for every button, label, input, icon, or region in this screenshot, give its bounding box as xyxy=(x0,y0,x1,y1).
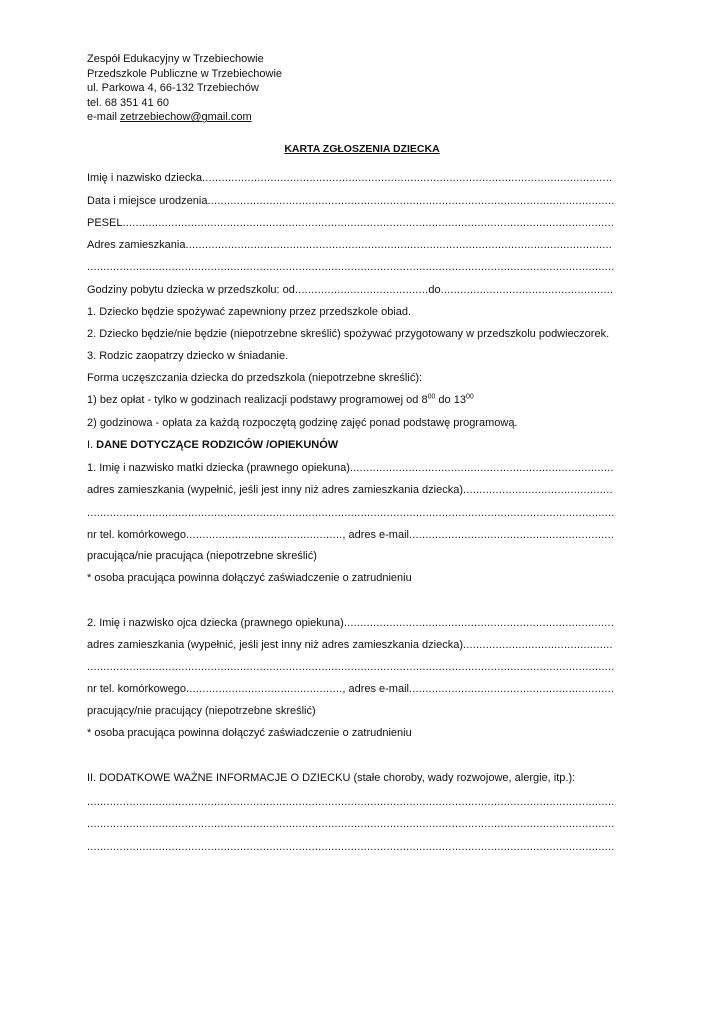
mother-address-label: adres zamieszkania (wypełnić, jeśli jest inny niż adres zamieszkania dziecka) xyxy=(87,484,463,496)
father-name-label: 2. Imię i nazwisko ojca dziecka (prawnego opiekuna) xyxy=(87,617,344,629)
institution-header xyxy=(87,52,282,125)
school-email-line xyxy=(87,110,282,125)
extra-info-line-3 xyxy=(87,840,617,854)
mother-name-label: 1. Imię i nazwisko matki dziecka (prawnego opiekuna) xyxy=(87,462,350,474)
hours-to-field[interactable]: ..................................................... xyxy=(440,284,614,296)
mother-employment: pracująca/nie pracująca (niepotrzebne skreślić) xyxy=(87,550,317,562)
attendance-option-1 xyxy=(87,393,617,407)
attendance-option-2: 2) godzinowa - opłata za każdą rozpoczętą godzinę zajęć ponad podstawę programową. xyxy=(87,417,518,429)
child-address-field[interactable]: ................................................................................................................................... xyxy=(185,239,612,251)
mother-address-field-2[interactable]: .................................................................................................................................................................. xyxy=(87,507,615,519)
attendance-intro: Forma uczęszczania dziecka do przedszkola (niepotrzebne skreślić): xyxy=(87,372,423,384)
section-1-title: DANE DOTYCZĄCE RODZICÓW /OPIEKUNÓW xyxy=(96,439,339,451)
mother-note: * osoba pracująca powinna dołączyć zaświadczenie o zatrudnieniu xyxy=(87,572,412,584)
child-address-label: Adres zamieszkania xyxy=(87,239,186,251)
email-prefix: e-mail xyxy=(87,111,121,124)
meal-lunch: 1. Dziecko będzie spożywać zapewniony przez przedszkole obiad. xyxy=(87,306,412,318)
mother-contact-line xyxy=(87,528,617,542)
child-birth-field[interactable]: ............................................................................................................................. xyxy=(207,195,615,207)
meal-breakfast: 3. Rodzic zaopatrzy dziecko w śniadanie. xyxy=(87,350,289,362)
time-sup-1: 00 xyxy=(427,393,436,401)
mother-email-field[interactable]: ............................................................... xyxy=(408,529,615,541)
email-link[interactable]: zetrzebiechow@gmail.com xyxy=(120,111,252,124)
section-1-number: I. xyxy=(87,439,97,451)
school-name: Przedszkole Publiczne w Trzebiechowie xyxy=(87,67,283,80)
extra-info-field-2[interactable]: .................................................................................................................................................................. xyxy=(87,818,615,830)
father-contact-line xyxy=(87,682,617,696)
father-phone-label: nr tel. komórkowego xyxy=(87,683,187,695)
school-phone: tel. 68 351 41 60 xyxy=(87,96,169,109)
hours-from-field[interactable]: ......................................... xyxy=(294,284,429,296)
school-address: ul. Parkowa 4, 66-132 Trzebiechów xyxy=(87,82,259,95)
pesel-line xyxy=(87,216,617,230)
father-name-line xyxy=(87,616,617,630)
extra-info-line-2 xyxy=(87,817,617,831)
mother-name-field[interactable]: ................................................................................. xyxy=(349,462,614,474)
section-1-heading xyxy=(87,438,617,452)
child-name-line xyxy=(87,171,617,185)
time-sup-2: 00 xyxy=(465,393,474,401)
mother-address-line-2 xyxy=(87,506,617,520)
mother-phone-label: nr tel. komórkowego xyxy=(87,529,187,541)
father-address-label: adres zamieszkania (wypełnić, jeśli jest inny niż adres zamieszkania dziecka) xyxy=(87,639,463,651)
mother-address-field[interactable]: .............................................. xyxy=(463,484,613,496)
child-name-field[interactable]: .............................................................................................................................. xyxy=(201,172,613,184)
child-birth-label: Data i miejsce urodzenia xyxy=(87,195,208,207)
org-name: Zespół Edukacyjny w Trzebiechowie xyxy=(87,53,264,65)
father-email-label: , adres e-mail xyxy=(342,683,409,695)
child-address-line-2 xyxy=(87,260,617,274)
father-phone-field[interactable]: ................................................ xyxy=(186,683,343,695)
attendance-option-1-text: 1) bez opłat - tylko w godzinach realizacji podstawy programowej od 8 xyxy=(87,394,428,406)
pesel-field[interactable]: ....................................................................................................................................................... xyxy=(122,217,615,229)
pesel-label: PESEL xyxy=(87,217,123,229)
father-address-field-2[interactable]: .................................................................................................................................................................. xyxy=(87,661,615,673)
hours-from-label: Godziny pobytu dziecka w przedszkolu: od xyxy=(87,284,295,296)
extra-info-line-1 xyxy=(87,795,617,809)
extra-info-field-3[interactable]: .................................................................................................................................................................. xyxy=(87,841,615,853)
child-birth-line xyxy=(87,194,617,208)
father-note: * osoba pracująca powinna dołączyć zaświadczenie o zatrudnieniu xyxy=(87,727,412,739)
form-title: KARTA ZGŁOSZENIA DZIECKA xyxy=(284,143,440,155)
attendance-option-1-to: do 13 xyxy=(435,394,466,406)
section-2-heading: II. DODATKOWE WAŻNE INFORMACJE O DZIECKU (stałe choroby, wady rozwojowe, alergie, itp.): xyxy=(87,772,576,784)
father-address-line xyxy=(87,638,617,652)
father-employment: pracujący/nie pracujący (niepotrzebne skreślić) xyxy=(87,705,316,717)
father-name-field[interactable]: ................................................................................... xyxy=(343,617,615,629)
father-address-field[interactable]: .............................................. xyxy=(463,639,613,651)
father-address-line-2 xyxy=(87,660,617,674)
hours-to-label: do xyxy=(428,284,441,296)
extra-info-field-1[interactable]: .................................................................................................................................................................. xyxy=(87,796,615,808)
mother-address-line xyxy=(87,483,617,497)
mother-phone-field[interactable]: ................................................ xyxy=(186,529,343,541)
child-name-label: Imię i nazwisko dziecka xyxy=(87,172,202,184)
hours-line xyxy=(87,283,617,297)
mother-name-line xyxy=(87,461,617,475)
father-email-field[interactable]: ............................................................... xyxy=(408,683,615,695)
child-address-line xyxy=(87,238,617,252)
mother-email-label: , adres e-mail xyxy=(342,529,409,541)
meal-snack: 2. Dziecko będzie/nie będzie (niepotrzebne skreślić) spożywać przygotowany w przedszkolu podwieczorek. xyxy=(87,328,610,340)
child-address-field-2[interactable]: .................................................................................................................................................................. xyxy=(87,261,615,273)
